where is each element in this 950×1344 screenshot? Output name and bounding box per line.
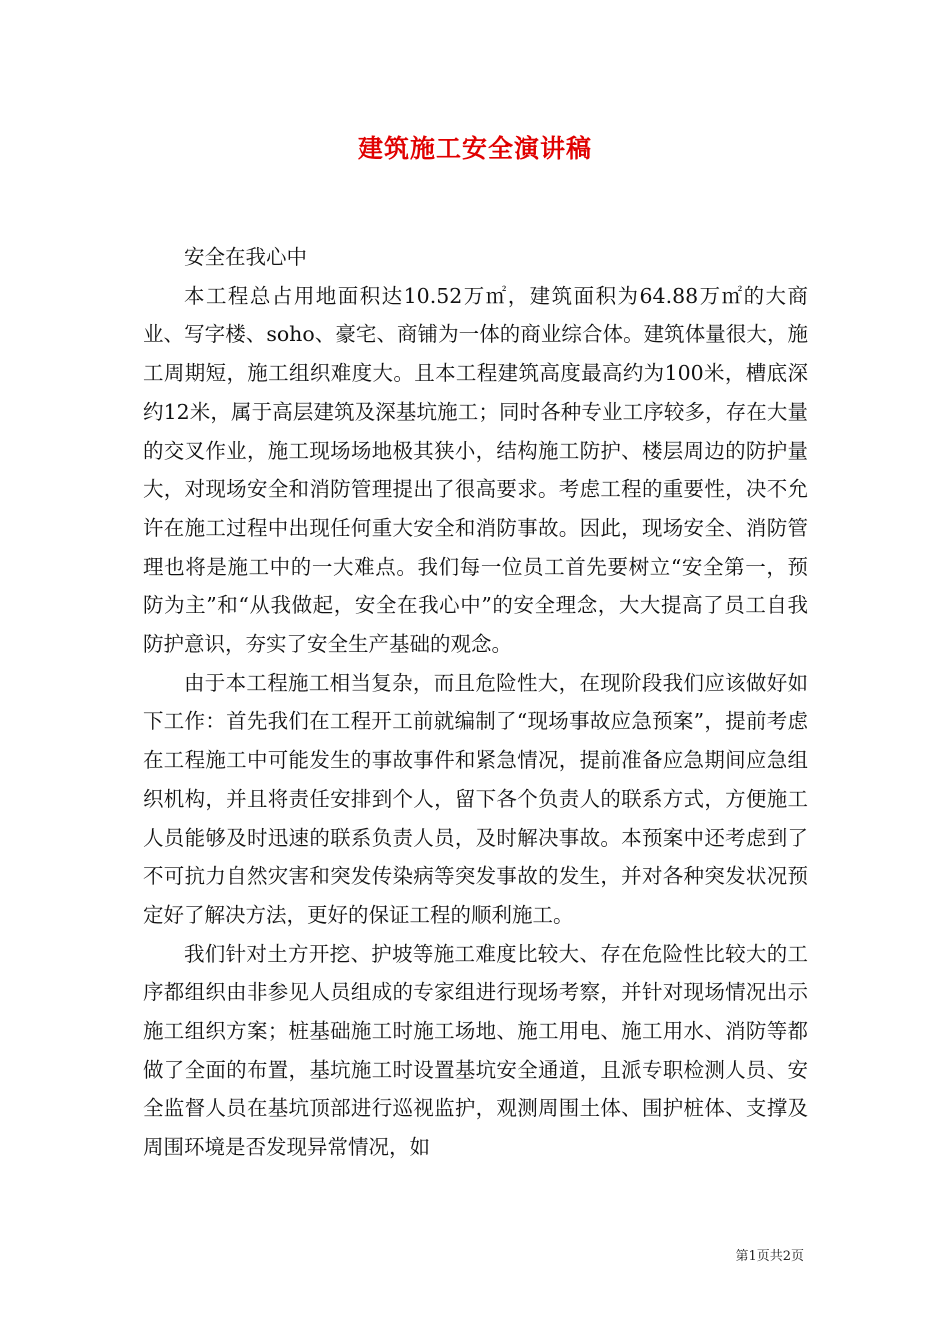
- page-number: 第1页共2页: [735, 1249, 804, 1264]
- document-title: 建筑施工安全演讲稿: [357, 134, 592, 163]
- document-body: [143, 238, 808, 1167]
- paragraph-2: 由于本工程施工相当复杂，而且危险性大，在现阶段我们应该做好如下工作：首先我们在工程开工前就编制了“现场事故应急预案”，提前考虑在工程施工中可能发生的事故事件和紧急情况，提前准备应急期间应急组织机构，并且将责任安排到个人，留下各个负责人的联系方式，方便施工人员能够及时迅速的联系负责人员，及时解决事故。本预案中还考虑到了不可抗力自然灾害和突发传染病等突发事故的发生，并对各种突发状况预定好了解决方法，更好的保证工程的顺利施工。: [143, 670, 808, 927]
- paragraph-3: 我们针对土方开挖、护坡等施工难度比较大、存在危险性比较大的工序都组织由非参见人员组成的专家组进行现场考察，并针对现场情况出示施工组织方案；桩基础施工时施工场地、施工用电、施工用水、消防等都做了全面的布置，基坑施工时设置基坑安全通道，且派专职检测人员、安全监督人员在基坑顶部进行巡视监护，观测周围土体、围护桩体、支撑及周围环境是否发现异常情况，如: [143, 941, 808, 1160]
- paragraph-1: 本工程总占用地面积达10.52万㎡，建筑面积为64.88万㎡的大商业、写字楼、soho、豪宅、商铺为一体的商业综合体。建筑体量很大，施工周期短，施工组织难度大。且本工程建筑高度最高约为100米，槽底深约12米，属于高层建筑及深基坑施工；同时各种专业工序较多，存在大量的交叉作业，施工现场场地极其狭小，结构施工防护、楼层周边的防护量大，对现场安全和消防管理提出了很高要求。考虑工程的重要性，决不允许在施工过程中出现任何重大安全和消防事故。因此，现场安全、消防管理也将是施工中的一大难点。我们每一位员工首先要树立“安全第一，预防为主”和“从我做起，安全在我心中”的安全理念，大大提高了员工自我防护意识，夯实了安全生产基础的观念。: [143, 283, 808, 657]
- section-heading: 安全在我心中: [184, 245, 307, 269]
